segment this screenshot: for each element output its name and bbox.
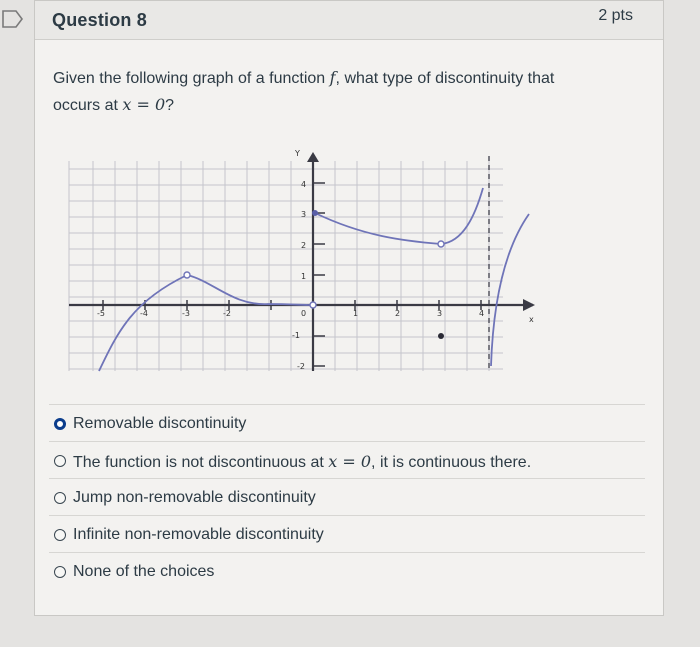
filled-point-y3 [312, 210, 318, 216]
x-tick-label: 0 [301, 309, 307, 318]
question-points: 2 pts [598, 7, 633, 24]
open-point-x3 [438, 241, 444, 247]
question-header [35, 1, 663, 40]
x-tick-label: 3 [437, 309, 443, 318]
x-tick-label: -2 [223, 309, 231, 318]
x-axis-label: x [529, 315, 534, 324]
answer-option-removable[interactable] [49, 404, 645, 441]
answer-label[interactable]: None of the choices [73, 563, 215, 580]
y-tick-label: 1 [301, 272, 307, 281]
question-card [34, 0, 664, 616]
answer-label[interactable]: Jump non-removable discontinuity [73, 489, 316, 506]
prompt-function-name: f [329, 68, 336, 87]
answer-option-infinite[interactable] [49, 515, 645, 552]
x-tick-label: 1 [353, 309, 359, 318]
x-axis-arrow [523, 299, 535, 311]
answer-label[interactable] [73, 452, 531, 472]
curve-left-branch [99, 275, 311, 371]
prompt-math: x = 0 [122, 95, 166, 114]
radio-icon[interactable] [54, 455, 66, 467]
question-title: Question 8 [52, 10, 148, 30]
answer-label-math: x = 0 [328, 452, 372, 471]
filled-point-x3-below [438, 333, 444, 339]
x-tick-label: -1 [292, 331, 300, 340]
x-tick-label: 2 [395, 309, 401, 318]
radio-selected-icon[interactable] [54, 418, 66, 430]
y-tick-label: -2 [297, 362, 305, 371]
y-axis-label: Y [295, 149, 300, 158]
open-point-peak [184, 272, 190, 278]
answer-label[interactable]: Removable discontinuity [73, 415, 247, 432]
radio-icon[interactable] [54, 492, 66, 504]
y-tick-label: 2 [301, 241, 307, 250]
graph-grid [69, 161, 503, 371]
question-prompt [53, 65, 633, 119]
prompt-text-1: Given the following graph of a function [53, 70, 330, 87]
x-tick-label: 4 [479, 309, 485, 318]
answer-list [49, 404, 645, 589]
y-tick-label: 3 [301, 210, 307, 219]
prompt-text-3: occurs at [53, 97, 123, 114]
x-tick-label: -4 [140, 309, 148, 318]
x-tick-label: -3 [182, 309, 190, 318]
radio-icon[interactable] [54, 566, 66, 578]
x-tick-label: -5 [97, 309, 105, 318]
radio-icon[interactable] [54, 529, 66, 541]
answer-label-part: , it is continuous there. [371, 454, 532, 471]
prompt-text-2: , what type of discontinuity that [335, 70, 555, 87]
answer-label[interactable]: Infinite non-removable discontinuity [73, 526, 324, 543]
answer-option-continuous[interactable] [49, 441, 645, 478]
curve-right-branch [491, 214, 529, 366]
curve-middle-branch [315, 188, 483, 244]
answer-option-none[interactable] [49, 552, 645, 589]
y-tick-label: 4 [301, 180, 307, 189]
flag-question-icon[interactable] [0, 8, 26, 30]
answer-label-part: The function is not discontinuous at [73, 454, 329, 471]
prompt-text-4: ? [165, 97, 175, 114]
answer-option-jump[interactable] [49, 478, 645, 515]
function-graph [63, 146, 534, 381]
open-point-origin [310, 302, 316, 308]
y-axis-arrow [307, 152, 319, 162]
